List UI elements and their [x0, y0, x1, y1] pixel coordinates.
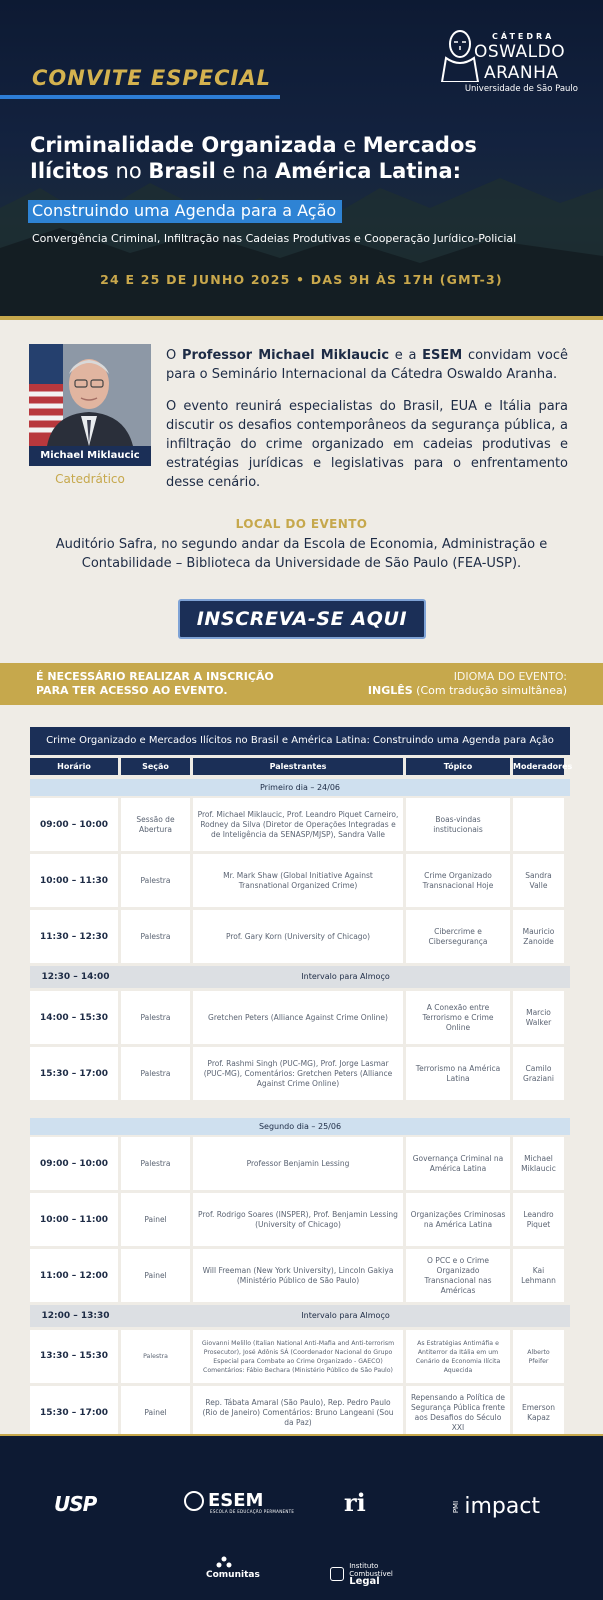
schedule-row — [30, 1386, 570, 1439]
session-type: Palestra — [121, 1137, 190, 1190]
schedule-body — [30, 779, 570, 1439]
header-section: Seção — [121, 758, 190, 775]
session-time: 10:00 – 11:30 — [30, 854, 118, 907]
usp-logo: USP — [54, 1492, 97, 1516]
session-speakers: Prof. Rashmi Singh (PUC-MG), Prof. Jorge Lasmar (PUC-MG), Comentários: Gretchen Peters (Alliance Against Crime Online) — [193, 1047, 403, 1100]
session-speakers: Prof. Gary Korn (University of Chicago) — [193, 910, 403, 963]
session-time: 09:00 – 10:00 — [30, 798, 118, 851]
session-type: Palestra — [121, 1047, 190, 1100]
session-topic: Crime Organizado Transnacional Hoje — [406, 854, 510, 907]
combustivel-legal-logo: Instituto Combustível Legal — [330, 1562, 393, 1586]
esem-globe-icon — [184, 1491, 204, 1511]
language-notice: IDIOMA DO EVENTO: INGLÊS (Com tradução simultânea) — [367, 670, 567, 697]
logo-line-4: Universidade de São Paulo — [464, 84, 578, 94]
day-header: Segundo dia – 25/06 — [30, 1118, 570, 1135]
session-moderator — [513, 798, 564, 851]
session-time: 15:30 – 17:00 — [30, 1386, 118, 1439]
schedule-row — [30, 1047, 570, 1100]
check-icon — [330, 1567, 344, 1581]
esem-logo: ESEM ESCOLA DE EDUCAÇÃO PERMANENTE — [184, 1490, 294, 1514]
schedule-row — [30, 854, 570, 907]
session-time: 11:30 – 12:30 — [30, 910, 118, 963]
session-time: 14:00 – 15:30 — [30, 991, 118, 1044]
day-gap — [30, 1103, 570, 1118]
logo-line-1: CÁTEDRA — [492, 32, 555, 41]
session-speakers: Prof. Michael Miklaucic, Prof. Leandro Piquet Carneiro, Rodney da Silva (Diretor de Operações Integradas e de Inteligência da SENASP/MJSP), Sandra Valle — [193, 798, 403, 851]
intro-text — [166, 346, 568, 505]
session-type: Painel — [121, 1386, 190, 1439]
intro-paragraph-2: O evento reunirá especialistas do Brasil, EUA e Itália para discutir os desafios contemporâneos da segurança pública, a infiltração do crime organizado em cadeias produtivas e estratégias jurídicas e legislativas para o enfrentamento desse cenário. — [166, 399, 568, 490]
speaker-name: Michael Miklaucic — [29, 446, 151, 466]
session-moderator: Camilo Graziani — [513, 1047, 564, 1100]
session-time: 10:00 – 11:00 — [30, 1193, 118, 1246]
pmi-impact-logo: PMI impact — [452, 1494, 541, 1519]
header-topic: Tópico — [406, 758, 510, 775]
break-time: 12:00 – 13:30 — [41, 1311, 110, 1321]
session-topic: As Estratégias Antimáfia e Antiterror da Itália em um Cenário de Economia Ilícita Aquecida — [406, 1330, 510, 1383]
session-speakers: Gretchen Peters (Alliance Against Crime Online) — [193, 991, 403, 1044]
lunch-break-row — [30, 966, 570, 988]
speaker-photo — [29, 344, 151, 446]
session-speakers: Professor Benjamin Lessing — [193, 1137, 403, 1190]
speaker-portrait-icon — [29, 344, 151, 446]
session-topic: A Conexão entre Terrorismo e Crime Online — [406, 991, 510, 1044]
session-topic: Organizações Criminosas na América Latina — [406, 1193, 510, 1246]
session-speakers: Prof. Rodrigo Soares (INSPER), Prof. Benjamin Lessing (University of Chicago) — [193, 1193, 403, 1246]
session-time: 15:30 – 17:00 — [30, 1047, 118, 1100]
event-tagline: Convergência Criminal, Infiltração nas Cadeias Produtivas e Cooperação Jurídico-Policial — [32, 232, 517, 245]
speaker-role: Catedrático — [55, 472, 125, 486]
schedule-title: Crime Organizado e Mercados Ilícitos no Brasil e América Latina: Construindo uma Agenda para Ação — [30, 727, 570, 755]
intro-paragraph-1: O Professor Michael Miklaucic e a ESEM convidam você para o Seminário Internacional da Cátedra Oswaldo Aranha. — [166, 348, 568, 382]
session-time: 11:00 – 12:00 — [30, 1249, 118, 1302]
session-topic: Terrorismo na América Latina — [406, 1047, 510, 1100]
venue-text: Auditório Safra, no segundo andar da Escola de Economia, Administração e Contabilidade – Biblioteca da Universidade de São Paulo (FEA-USP). — [55, 537, 548, 571]
session-time: 13:30 – 15:30 — [30, 1330, 118, 1383]
catedra-logo — [438, 24, 578, 96]
schedule-row — [30, 1249, 570, 1302]
session-topic: Boas-vindas institucionais — [406, 798, 510, 851]
session-moderator: Sandra Valle — [513, 854, 564, 907]
schedule-row — [30, 910, 570, 963]
session-time: 09:00 – 10:00 — [30, 1137, 118, 1190]
session-speakers: Will Freeman (New York University), Lincoln Gakiya (Ministério Público de São Paulo) — [193, 1249, 403, 1302]
session-type: Painel — [121, 1249, 190, 1302]
session-moderator: Emerson Kapaz — [513, 1386, 564, 1439]
registration-notice: É NECESSÁRIO REALIZAR A INSCRIÇÃO PARA TER ACESSO AO EVENTO. — [36, 670, 274, 697]
comunitas-logo: Comunitas — [206, 1570, 260, 1580]
comunitas-dots-icon — [216, 1556, 232, 1568]
session-moderator: Michael Miklaucic — [513, 1137, 564, 1190]
session-type: Palestra — [121, 991, 190, 1044]
session-moderator: Kai Lehmann — [513, 1249, 564, 1302]
schedule-header-row — [30, 758, 573, 775]
session-moderator: Marcio Walker — [513, 991, 564, 1044]
notice-bar — [0, 663, 603, 705]
session-topic: Governança Criminal na América Latina — [406, 1137, 510, 1190]
session-type: Palestra — [121, 854, 190, 907]
venue-heading: LOCAL DO EVENTO — [235, 517, 368, 531]
schedule-row — [30, 1193, 570, 1246]
session-topic: Repensando a Política de Segurança Pública frente aos Desafios do Século XXI — [406, 1386, 510, 1439]
session-topic: Cibercrime e Cibersegurança — [406, 910, 510, 963]
register-button[interactable]: INSCREVA-SE AQUI — [178, 599, 426, 639]
schedule-row — [30, 991, 570, 1044]
session-topic: O PCC e o Crime Organizado Transnacional nas Américas — [406, 1249, 510, 1302]
break-label: Intervalo para Almoço — [301, 1311, 390, 1320]
logo-line-3: ARANHA — [484, 63, 559, 83]
break-time: 12:30 – 14:00 — [41, 972, 110, 982]
session-moderator: Alberto Pfeifer — [513, 1330, 564, 1383]
header-speakers: Palestrantes — [193, 758, 403, 775]
lunch-break-row — [30, 1305, 570, 1327]
session-type: Sessão de Abertura — [121, 798, 190, 851]
logo-line-2: OSWALDO — [474, 42, 566, 62]
session-speakers: Mr. Mark Shaw (Global Initiative Against Transnational Organized Crime) — [193, 854, 403, 907]
event-subtitle: Construindo uma Agenda para a Ação — [28, 200, 342, 223]
session-speakers: Rep. Tábata Amaral (São Paulo), Rep. Pedro Paulo (Rio de Janeiro) Comentários: Bruno Langeani (Sou da Paz) — [193, 1386, 403, 1439]
day-header: Primeiro dia – 24/06 — [30, 779, 570, 796]
schedule-row — [30, 1330, 570, 1383]
schedule-row — [30, 1137, 570, 1190]
break-label: Intervalo para Almoço — [301, 972, 390, 981]
event-title: Criminalidade Organizada e Mercados Ilícitos no Brasil e na América Latina: — [30, 133, 477, 183]
session-speakers: Giovanni Melillo (Italian National Anti-Mafia and Anti-terrorism Prosecutor), José Adônis SÁ (Coordenador Nacional do Grupo Especial para Combate ao Crime Organizado - GAECO) Comentários: Fábio Bechara (Ministério Público de São Paulo) — [193, 1330, 403, 1383]
session-type: Palestra — [121, 1330, 190, 1383]
invite-heading: CONVITE ESPECIAL — [32, 66, 271, 90]
session-type: Painel — [121, 1193, 190, 1246]
ri-logo: ri — [344, 1488, 366, 1517]
header-time: Horário — [30, 758, 118, 775]
schedule-row — [30, 798, 570, 851]
schedule-table — [30, 727, 573, 1442]
header-gold-line — [0, 316, 603, 320]
session-moderator: Leandro Piquet — [513, 1193, 564, 1246]
session-moderator: Mauricio Zanoide — [513, 910, 564, 963]
event-dates: 24 E 25 DE JUNHO 2025 • DAS 9H ÀS 17H (GMT-3) — [100, 272, 503, 287]
invite-underline — [0, 95, 280, 99]
header-moderators: Moderadores — [513, 758, 564, 775]
session-type: Palestra — [121, 910, 190, 963]
